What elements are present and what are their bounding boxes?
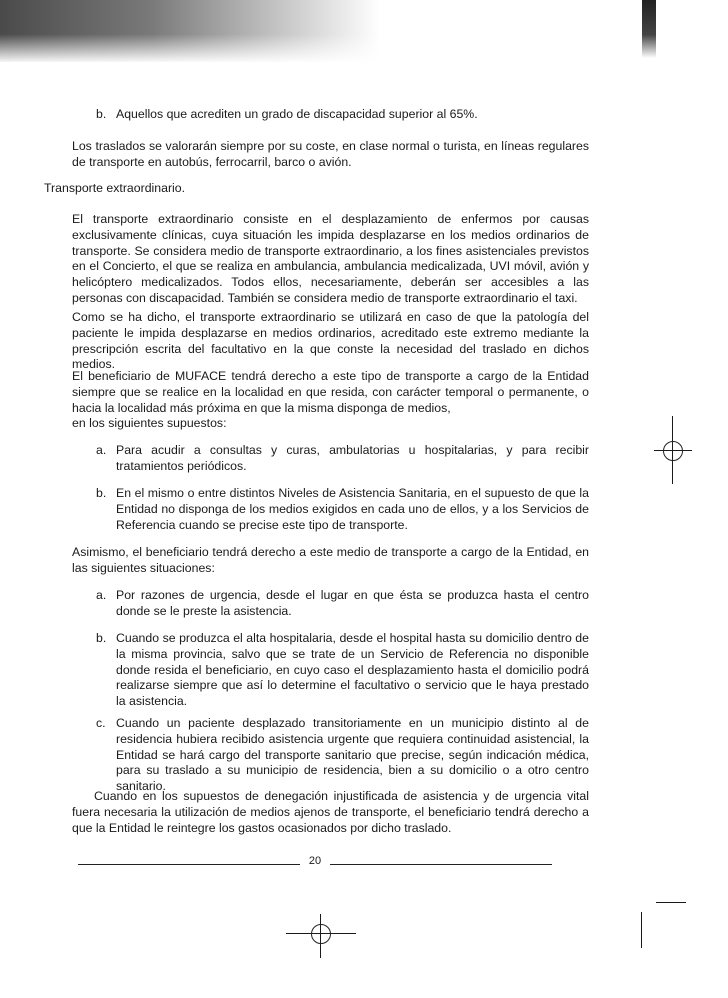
list-text: Cuando se produzca el alta hospitalaria, desde el hospital hasta su domicilio dentro de la misma provincia, salvo que se trate de un Servicio de Referencia no disponible donde resida el beneficiario, en cuyo caso el desplazamiento hasta el domicilio podrá realizarse siempre que así lo determine el facultativo o servicio que le haya prestado la asistencia.: [116, 631, 589, 709]
paragraph-asimismo: Asimismo, el beneficiario tendrá derecho a este medio de transporte a cargo de la Entidad, en las siguientes situaciones:: [72, 545, 589, 575]
paragraph-definicion: El transporte extraordinario consiste en el desplazamiento de enfermos por causas exclusivamente clínicas, cuya situación les impida desplazarse en los medios ordinarios de transporte. Se considera medio de transporte extraordinario, a los fines asistenciales previstos en el Concierto, el que se realiza en ambulancia, ambulancia medicalizada, UVI móvil, avión y helicóptero medicalizados. Todos ellos, necesariamente, deberán ser accesibles a las personas con discapacidad. También se considera medio de transporte extraordinario el taxi.: [72, 212, 589, 305]
list-text: Por razones de urgencia, desde el lugar en que ésta se produzca hasta el centro donde se le preste la asistencia.: [116, 588, 589, 618]
paragraph-beneficiario-text: El beneficiario de MUFACE tendrá derecho a este tipo de transporte a cargo de la Entidad siempre que se realice en la localidad en que resida, con carácter temporal o permanente, o hacia la localidad más próxima en que la misma disponga de medios,: [72, 369, 589, 415]
header-gradient-band: [0, 0, 380, 62]
list-text: Aquellos que acrediten un grado de discapacidad superior al 65%.: [116, 107, 478, 121]
list-item-b-intro: [96, 107, 589, 123]
list-item-situacion-b: [96, 631, 589, 710]
paragraph-beneficiario: [72, 369, 589, 432]
list-marker: a.: [96, 443, 107, 457]
paragraph-traslados: Los traslados se valorarán siempre por su coste, en clase normal o turista, en líneas regulares de transporte en autobús, ferrocarril, barco o avión.: [72, 139, 589, 169]
list-item-supuesto-b: [96, 486, 589, 533]
paragraph-como: Como se ha dicho, el transporte extraordinario se utilizará en caso de que la patología del paciente le impida desplazarse en medios ordinarios, acreditado este extremo mediante la prescripción escrita del facultativo en la que conste la necesidad del traslado en dichos medios.: [72, 310, 589, 372]
list-marker: b.: [96, 107, 107, 121]
list-marker: b.: [96, 486, 107, 500]
header-dark-bar: [642, 0, 656, 58]
page-number: 20: [308, 855, 322, 867]
paragraph-beneficiario-supuestos: en los siguientes supuestos:: [72, 416, 227, 431]
list-text: En el mismo o entre distintos Niveles de Asistencia Sanitaria, en el supuesto de que la Entidad no disponga de los medios exigidos en cada uno de ellos, y a los Servicios de Referencia cuando se precise este tipo de transporte.: [116, 486, 589, 532]
list-marker: b.: [96, 631, 107, 645]
list-marker: a.: [96, 588, 107, 602]
list-marker: c.: [96, 716, 106, 730]
footer-rule-left: [78, 864, 300, 865]
footer-rule-right: [330, 864, 552, 865]
list-item-situacion-c: [96, 716, 589, 795]
paragraph-cuando: Cuando en los supuestos de denegación injustificada de asistencia y de urgencia vital fuera necesaria la utilización de medios ajenos de transporte, el beneficiario tendrá derecho a que la Entidad le reintegre los gastos ocasionados por dicho traslado.: [72, 789, 589, 835]
section-heading: Transporte extraordinario.: [44, 181, 186, 195]
list-text: Para acudir a consultas y curas, ambulatorias u hospitalarias, y para recibir tratamientos periódicos.: [116, 443, 589, 473]
list-text: Cuando un paciente desplazado transitoriamente en un municipio distinto al de residencia hubiera recibido asistencia urgente que requiera continuidad asistencial, la Entidad se hará cargo del transporte sanitario que precise, según indicación médica, para su traslado a su municipio de residencia, bien a su domicilio o a otro centro sanitario.: [116, 716, 589, 794]
list-item-situacion-a: [96, 588, 589, 620]
list-item-supuesto-a: [96, 443, 589, 475]
